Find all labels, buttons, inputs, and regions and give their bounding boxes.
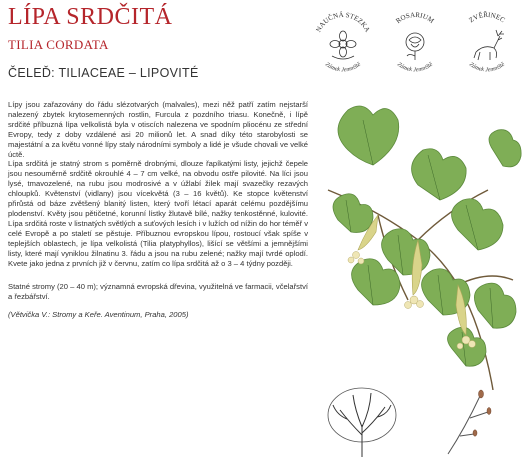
winter-twig-illustration — [440, 388, 500, 456]
description-text — [8, 100, 308, 320]
svg-text:Zámek Jemniště — [324, 62, 362, 74]
family-label: ČELEĎ: TILIACEAE – LIPOVITÉ — [8, 66, 199, 80]
rose-icon — [406, 33, 424, 60]
logo-group — [310, 4, 520, 82]
paragraph-history: Lípy jsou zařazovány do řádu slézotvarých (malvales), mezi něž patří zatím nejstarší nalezený zbytek krytosemenných rostlin, Furcula z pozdního triasu. Konečně, i lípě srdčité příbuzná lípa velkolistá byla v otiscích nalezena ve spodním pliocénu ze střední Evropy, tedy z doby vzdálené asi 20 milionů let. A snad díky této starobylosti se majestátní a za květu vonné lípy staly národními symboly a lidé je všude chovali ve velké úctě. — [8, 100, 308, 159]
logo-top-text: ZVĚŘINEC — [467, 10, 507, 25]
logo-bottom-text: Zámek Jemniště — [323, 61, 363, 74]
svg-text:Zámek Jemniště — [468, 62, 506, 74]
paragraph-description: Lípa srdčitá je statný strom s poměrně drobnými, dlouze řapíkatými listy, jejichž čepele jsou nesouměrně srdčitě okrouhlé 4 – 7 cm velké, na obvodu ostře pilovité. Na líci jsou lysé, tmavozelené, na rubu jsou modrosivé a v úžlabí žilek mají svazečky rezavých chloupků. Květenství (vidlany) jsou vícekvětá (3 – 16 květů). Ke stopce květenství přirůstá od báze zvětšený blanitý listen, který tvoří létací aparát celému pozdějšímu plodenství. Květy jsou pětičetné, korunní lístky žlutavě bílé, nažky tenkostěnné, kulovité. Lípa srdčitá roste v listnatých světlých a suťových lesích i v lužích od nížin do hor téměř v celé Evropě a po staletí se pěstuje. Příbuznou evropskou lípou, rostoucí však spíše v teplejších oblastech, je lípa velkolistá (Tilia platyphyllos), lišící se většími a jemnějšími listy, které mají vyniklou žilnatinu 3. řádu a jsou na rubu zelené; nažky mají tvrdé oplodí. Kvete jako jedna z prvních již v červnu, zatím co lípa srdčitá až o 3 – 4 týdny později. — [8, 159, 308, 268]
latin-name: TILIA CORDATA — [8, 37, 109, 52]
logo-top-text: ROSARIUM — [394, 10, 436, 26]
source-citation: (Větvička V.: Stromy a Keře. Aventinum, Praha, 2005) — [8, 310, 189, 320]
deer-icon — [474, 30, 504, 60]
rosarium-logo — [382, 6, 448, 82]
svg-text:ROSARIUM — [394, 11, 436, 26]
logo-bottom-text: Zámek Jemniště — [395, 61, 435, 74]
logo-top-text: NAUČNÁ STEZKA — [314, 10, 372, 34]
svg-text:Zámek Jemniště — [396, 62, 434, 74]
paragraph-uses: Statné stromy (20 – 40 m); významná evropská dřevina, využitelná ve farmacii, včelařství a řezbářství. — [8, 282, 308, 302]
svg-text:ZVĚŘINEC — [468, 11, 507, 25]
page-title: LÍPA SRDČITÁ — [8, 4, 173, 30]
tree-silhouette — [325, 385, 400, 457]
flower-icon — [330, 31, 356, 59]
logo-bottom-text: Zámek Jemniště — [467, 61, 507, 74]
zverinec-logo — [454, 6, 520, 82]
svg-text:NAUČNÁ STEZKA — [314, 11, 371, 33]
linden-branch-illustration — [318, 90, 522, 390]
naucna-stezka-logo — [310, 6, 376, 82]
